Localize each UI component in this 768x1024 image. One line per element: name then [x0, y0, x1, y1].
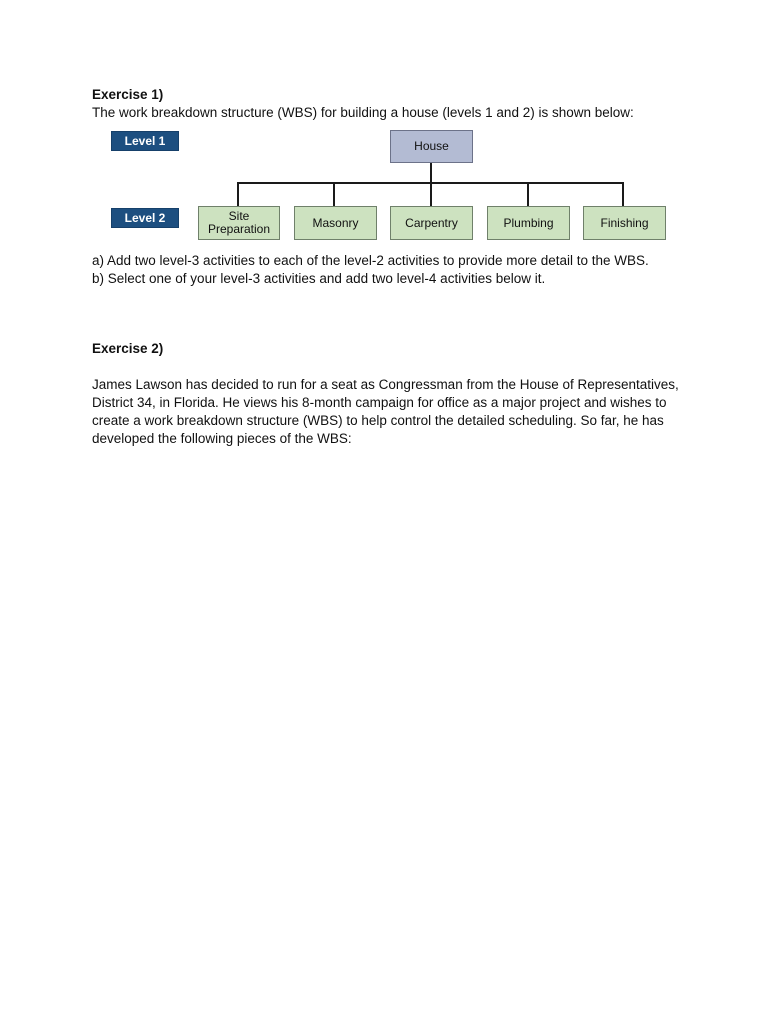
- connector-drop-2: [333, 182, 335, 207]
- wbs-diagram: [92, 130, 682, 252]
- wbs-node-label-line2: Preparation: [207, 222, 271, 236]
- spacer: [92, 288, 682, 340]
- spacer: [92, 358, 682, 376]
- document-body: [92, 86, 682, 448]
- exercise-1-heading: Exercise 1): [92, 87, 164, 102]
- connector-drop-4: [527, 182, 529, 207]
- wbs-node-carpentry: [390, 206, 473, 240]
- exercise-1-question-a: a) Add two level-3 activities to each of the level-2 activities to provide more detail to the WBS.: [92, 253, 649, 268]
- wbs-node-masonry: [294, 206, 377, 240]
- exercise-2-heading: Exercise 2): [92, 341, 164, 356]
- connector-drop-3: [430, 182, 432, 207]
- wbs-node-house-label: House: [414, 139, 449, 153]
- wbs-node-label: Finishing: [600, 215, 649, 230]
- exercise-2-body: James Lawson has decided to run for a seat as Congressman from the House of Representatives, District 34, in Florida. He views his 8-month campaign for office as a major project and wishes to create a work breakdown structure (WBS) to help control the detailed scheduling. So far, he has developed the following pieces of the WBS:: [92, 377, 679, 446]
- level-2-tag: Level 2: [111, 208, 179, 228]
- wbs-node-label: Masonry: [312, 215, 359, 230]
- wbs-node-finishing: [583, 206, 666, 240]
- connector-root-down: [430, 163, 432, 183]
- exercise-1-intro: The work breakdown structure (WBS) for building a house (levels 1 and 2) is shown below:: [92, 105, 634, 120]
- connector-drop-5: [622, 182, 624, 207]
- wbs-node-label: Carpentry: [405, 215, 458, 230]
- wbs-node-label-line1: Site: [228, 209, 250, 223]
- wbs-node-site-preparation: [198, 206, 280, 240]
- connector-drop-1: [237, 182, 239, 207]
- wbs-node-plumbing: [487, 206, 570, 240]
- wbs-node-label: Plumbing: [503, 215, 554, 230]
- level-1-tag: Level 1: [111, 131, 179, 151]
- exercise-1-question-b: b) Select one of your level-3 activities and add two level-4 activities below it.: [92, 271, 546, 286]
- wbs-node-house: [390, 130, 473, 163]
